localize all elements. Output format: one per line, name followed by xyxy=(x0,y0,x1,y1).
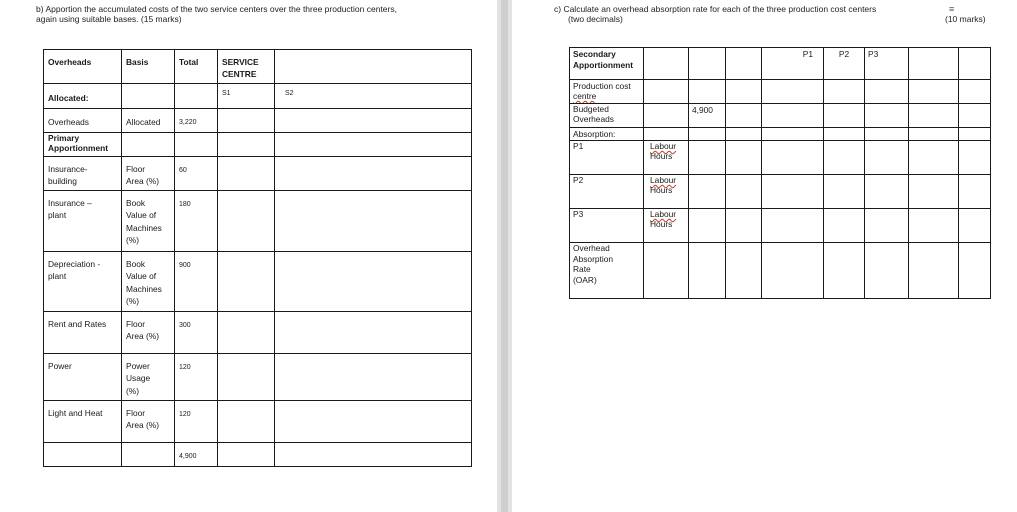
row-label-line: Light and Heat xyxy=(48,408,103,419)
secondary-apportionment-row xyxy=(570,48,991,80)
cell-blank xyxy=(762,209,824,243)
absorption-centre-label: P2 xyxy=(570,175,644,209)
cell-blank xyxy=(726,141,762,175)
cell-blank xyxy=(824,104,865,128)
production-cost-centre-label xyxy=(570,80,644,104)
row-total: 900 xyxy=(175,252,218,312)
absorption-unit xyxy=(644,209,689,243)
grand-total-basis-cell xyxy=(122,443,175,467)
row-basis-line: Value of xyxy=(126,271,157,282)
header-basis: Basis xyxy=(122,50,175,84)
row-label-line: Power xyxy=(48,361,72,372)
row-s2-cell xyxy=(275,252,472,312)
absorption-unit-line2: Hours xyxy=(650,151,673,161)
secondary-line2: Apportionment xyxy=(573,59,634,70)
row-basis-line: Power xyxy=(126,361,150,372)
table-row xyxy=(44,401,472,443)
grand-total: 4,900 xyxy=(175,443,218,467)
row-basis-line: Value of xyxy=(126,210,157,221)
cell-blank xyxy=(959,209,991,243)
cell-blank xyxy=(865,209,909,243)
absorption-row-p2 xyxy=(570,175,991,209)
row-s1-cell xyxy=(218,156,275,190)
row-basis-line: Machines xyxy=(126,222,162,233)
question-b-line2: again using suitable bases. (15 marks) xyxy=(36,14,182,24)
primary-basis-cell xyxy=(122,132,175,156)
row-total: 120 xyxy=(175,401,218,443)
cell-blank xyxy=(726,243,762,299)
row-label-line: plant xyxy=(48,271,67,282)
cell-blank xyxy=(726,80,762,104)
row-s1-cell xyxy=(218,252,275,312)
header-service-line2: CENTRE xyxy=(222,69,257,80)
absorption-row-p3 xyxy=(570,209,991,243)
allocated-basis-cell xyxy=(122,84,175,108)
production-line2: centre xyxy=(573,91,597,101)
row-s1-cell xyxy=(218,401,275,443)
cell-blank xyxy=(909,175,959,209)
row-label-line: Depreciation - xyxy=(48,259,101,270)
grand-total-label-cell xyxy=(44,443,122,467)
primary-s1-cell xyxy=(218,132,275,156)
cell-blank xyxy=(644,48,689,80)
row-basis-line: Floor xyxy=(126,408,146,419)
cell-blank xyxy=(762,80,824,104)
row-total: 300 xyxy=(175,312,218,354)
row-total: 120 xyxy=(175,354,218,401)
row-basis xyxy=(122,252,175,312)
row-basis-line: (%) xyxy=(126,234,140,245)
row-label xyxy=(44,156,122,190)
cell-blank xyxy=(959,48,991,80)
row-label-line: Insurance – xyxy=(48,198,92,209)
oar-line: (OAR) xyxy=(573,274,597,285)
secondary-apportionment-label xyxy=(570,48,644,80)
cell-blank xyxy=(865,80,909,104)
table-row xyxy=(44,312,472,354)
cell-blank xyxy=(644,128,689,141)
equals-mark: ≡ xyxy=(949,4,955,14)
secondary-line1: Secondary xyxy=(573,49,616,59)
table-row xyxy=(44,252,472,312)
page-divider xyxy=(501,0,508,512)
absorption-unit-line2: Hours xyxy=(650,185,673,195)
cell-blank xyxy=(644,80,689,104)
cell-blank xyxy=(644,243,689,299)
header-p1: P1 xyxy=(762,48,824,80)
row-basis-line: Area (%) xyxy=(126,176,160,187)
row-basis-line: (%) xyxy=(126,385,140,396)
service-s2: S2 xyxy=(275,84,472,108)
overheads-total: 3,220 xyxy=(175,108,218,132)
cell-blank xyxy=(909,141,959,175)
allocated-total-cell xyxy=(175,84,218,108)
row-basis-line: Area (%) xyxy=(126,331,160,342)
overheads-basis: Allocated xyxy=(122,108,175,132)
row-s1-cell xyxy=(218,191,275,252)
cell-blank xyxy=(762,104,824,128)
production-line1: Production cost xyxy=(573,81,631,91)
row-s2-cell xyxy=(275,312,472,354)
cell-blank xyxy=(762,141,824,175)
primary-apportionment-label xyxy=(44,132,122,156)
header-p2: P2 xyxy=(824,48,865,80)
cell-blank xyxy=(824,209,865,243)
cell-blank xyxy=(909,209,959,243)
cell-blank xyxy=(909,243,959,299)
row-basis-line: Book xyxy=(126,198,146,209)
question-c-line1: c) Calculate an overhead absorption rate for each of the three production cost centers xyxy=(554,4,877,14)
cell-blank xyxy=(959,128,991,141)
cell-blank xyxy=(959,243,991,299)
row-label xyxy=(44,401,122,443)
cell-blank xyxy=(726,209,762,243)
cell-blank xyxy=(726,104,762,128)
absorption-unit-line1: Labour xyxy=(650,209,677,219)
row-basis-line: Floor xyxy=(126,163,146,174)
absorption-table xyxy=(569,47,991,299)
absorption-centre-label: P3 xyxy=(570,209,644,243)
primary-total-cell xyxy=(175,132,218,156)
absorption-row-p1 xyxy=(570,141,991,175)
row-basis xyxy=(122,354,175,401)
row-s2-cell xyxy=(275,354,472,401)
overheads-s1-cell xyxy=(218,108,275,132)
cell-blank xyxy=(824,141,865,175)
question-c-line2: (two decimals) xyxy=(568,14,623,24)
oar-line: Rate xyxy=(573,264,591,274)
cell-blank xyxy=(824,175,865,209)
cell-blank xyxy=(865,128,909,141)
row-label-line: plant xyxy=(48,210,67,221)
page-left xyxy=(0,0,497,512)
row-label xyxy=(44,312,122,354)
header-service-line1: SERVICE xyxy=(222,57,259,67)
absorption-unit xyxy=(644,141,689,175)
absorption-label: Absorption: xyxy=(570,128,644,141)
cell-blank xyxy=(689,48,726,80)
budgeted-overheads-label xyxy=(570,104,644,128)
grand-total-row xyxy=(44,443,472,467)
cell-blank xyxy=(689,128,726,141)
primary-line2: Apportionment xyxy=(48,142,109,153)
production-cost-centre-row xyxy=(570,80,991,104)
cell-blank xyxy=(726,175,762,209)
row-s2-cell xyxy=(275,156,472,190)
header-overheads: Overheads xyxy=(44,50,122,84)
cell-blank xyxy=(689,209,726,243)
primary-s2-cell xyxy=(275,132,472,156)
oar-label xyxy=(570,243,644,299)
cell-blank xyxy=(762,175,824,209)
row-label-line: building xyxy=(48,176,77,187)
grand-total-s2-cell xyxy=(275,443,472,467)
table-row xyxy=(44,191,472,252)
budgeted-overheads-row xyxy=(570,104,991,128)
cell-blank xyxy=(762,243,824,299)
row-total: 180 xyxy=(175,191,218,252)
header-service-centre xyxy=(218,50,275,84)
absorption-unit-line1: Labour xyxy=(650,175,677,185)
row-s1-cell xyxy=(218,354,275,401)
row-label-line: Insurance- xyxy=(48,163,88,174)
absorption-header-row xyxy=(570,128,991,141)
oar-row xyxy=(570,243,991,299)
overheads-label: Overheads xyxy=(44,108,122,132)
overheads-s2-cell xyxy=(275,108,472,132)
cell-blank xyxy=(689,141,726,175)
cell-blank xyxy=(865,175,909,209)
row-basis-line: Area (%) xyxy=(126,420,160,431)
table-row xyxy=(44,354,472,401)
budgeted-line2: Overheads xyxy=(573,114,614,124)
header-total: Total xyxy=(175,50,218,84)
cell-blank xyxy=(909,104,959,128)
overheads-row xyxy=(44,108,472,132)
page-right xyxy=(512,0,1017,512)
absorption-unit-line2: Hours xyxy=(650,219,673,229)
cell-blank xyxy=(909,48,959,80)
apportionment-table xyxy=(43,49,472,467)
row-basis-line: Machines xyxy=(126,283,162,294)
row-basis-line: (%) xyxy=(126,295,140,306)
allocated-row xyxy=(44,84,472,108)
question-c-marks: (10 marks) xyxy=(945,14,986,24)
row-basis-line: Usage xyxy=(126,373,151,384)
row-basis-line: Floor xyxy=(126,319,146,330)
row-s2-cell xyxy=(275,401,472,443)
row-total: 60 xyxy=(175,156,218,190)
cell-blank xyxy=(865,141,909,175)
cell-blank xyxy=(689,175,726,209)
row-basis xyxy=(122,401,175,443)
cell-blank xyxy=(762,128,824,141)
table-header-row xyxy=(44,50,472,84)
allocated-label: Allocated: xyxy=(44,84,122,108)
cell-blank xyxy=(865,243,909,299)
cell-blank xyxy=(959,141,991,175)
cell-blank xyxy=(959,175,991,209)
row-basis-line: Book xyxy=(126,259,146,270)
row-s1-cell xyxy=(218,312,275,354)
cell-blank xyxy=(865,104,909,128)
service-s1: S1 xyxy=(218,84,275,108)
header-blank xyxy=(275,50,472,84)
cell-blank xyxy=(824,80,865,104)
row-label xyxy=(44,191,122,252)
row-s2-cell xyxy=(275,191,472,252)
grand-total-s1-cell xyxy=(218,443,275,467)
absorption-centre-label: P1 xyxy=(570,141,644,175)
header-p3: P3 xyxy=(865,48,909,80)
cell-blank xyxy=(824,128,865,141)
cell-blank xyxy=(959,80,991,104)
cell-blank xyxy=(689,80,726,104)
oar-line: Absorption xyxy=(573,253,614,264)
question-b-line1: b) Apportion the accumulated costs of the two service centers over the three production centers, xyxy=(36,4,397,14)
cell-blank xyxy=(824,243,865,299)
row-label xyxy=(44,354,122,401)
absorption-unit xyxy=(644,175,689,209)
cell-blank xyxy=(644,104,689,128)
cell-blank xyxy=(959,104,991,128)
cell-blank xyxy=(689,243,726,299)
cell-blank xyxy=(726,48,762,80)
budgeted-line1: Budgeted xyxy=(573,104,609,114)
absorption-unit-line1: Labour xyxy=(650,141,677,151)
row-basis xyxy=(122,156,175,190)
cell-blank xyxy=(726,128,762,141)
row-basis xyxy=(122,312,175,354)
budgeted-value: 4,900 xyxy=(689,104,726,128)
primary-line1: Primary xyxy=(48,132,80,143)
row-label-line: Rent and Rates xyxy=(48,319,107,330)
primary-row xyxy=(44,132,472,156)
row-label xyxy=(44,252,122,312)
cell-blank xyxy=(909,80,959,104)
row-basis xyxy=(122,191,175,252)
oar-line: Overhead xyxy=(573,243,610,253)
table-row xyxy=(44,156,472,190)
cell-blank xyxy=(909,128,959,141)
